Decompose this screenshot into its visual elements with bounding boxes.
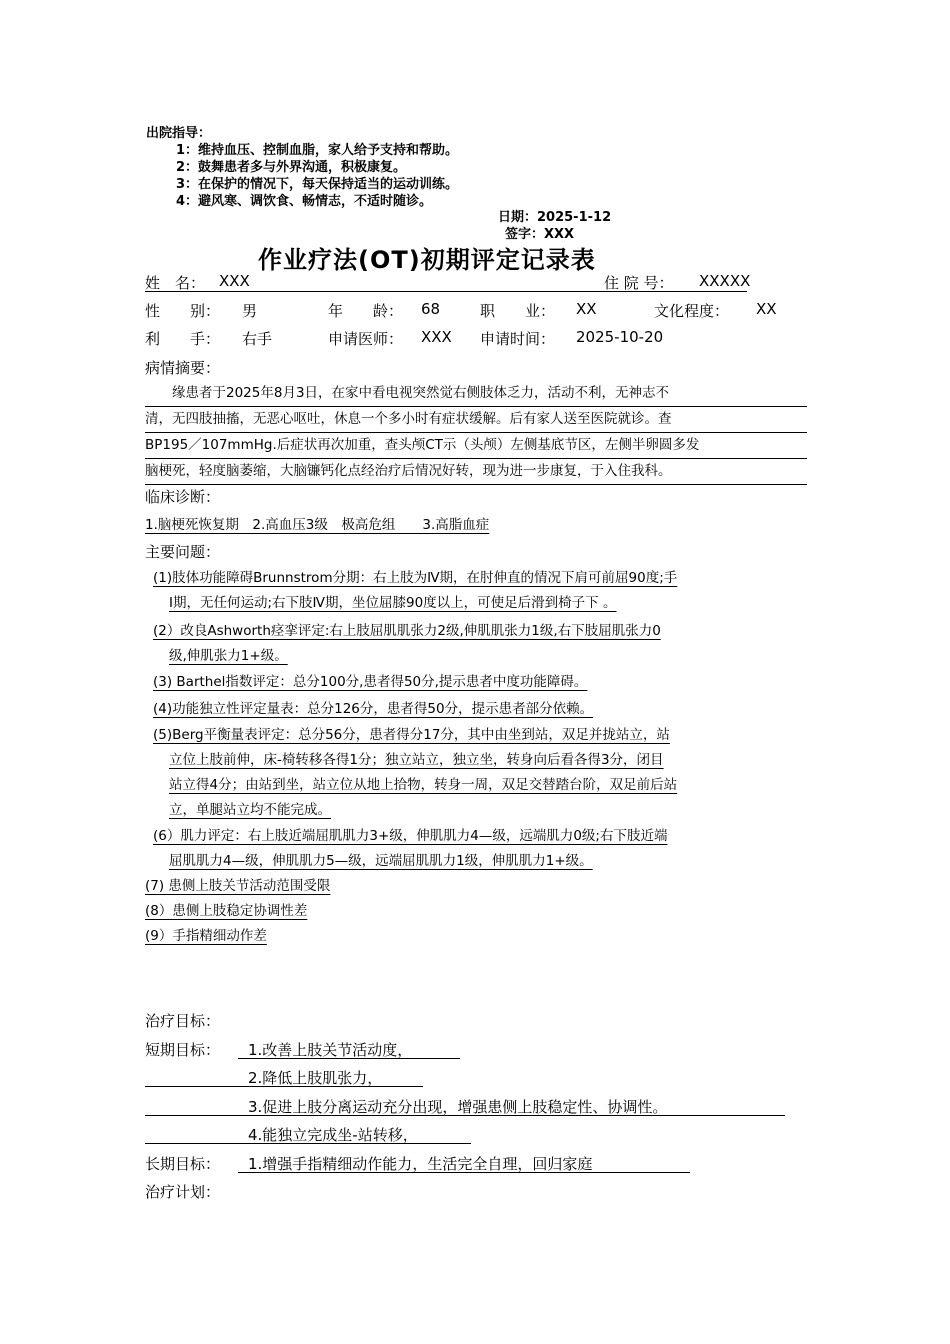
long-term-label: 长期目标： — [145, 1155, 221, 1173]
discharge-item: 1：维持血压、控制血脂，家人给予支持和帮助。 — [176, 143, 459, 158]
hand-value: 右手 — [242, 330, 273, 348]
problem-line: (8）患侧上肢稳定协调性差 — [145, 903, 308, 919]
problem-line: 立，单腿站立均不能完成。 — [169, 802, 331, 818]
problem-item — [153, 566, 677, 616]
request-time-label: 申请时间： — [480, 330, 556, 348]
problem-line: Ⅰ期，无任何运动;右下肢Ⅳ期，坐位屈膝90度以上，可使足后滑到椅子下 。 — [169, 595, 617, 611]
diagnosis-heading: 临床诊断： — [145, 488, 221, 506]
plan-heading: 治疗计划： — [145, 1183, 221, 1201]
discharge-date: 日期：2025-1-12 — [498, 210, 612, 225]
problem-item — [145, 874, 330, 899]
education-value: XX — [756, 300, 777, 318]
short-goal-item: 4.能独立完成坐-站转移， — [248, 1126, 418, 1144]
problem-item — [153, 697, 593, 722]
job-value: XX — [576, 300, 597, 318]
goal-underline — [238, 1058, 460, 1059]
doctor-value: XXX — [421, 328, 452, 346]
discharge-item: 4：避风寒、调饮食、畅情志，不适时随诊。 — [176, 194, 433, 209]
problem-line: 站立得4分；由站到坐，站立位从地上拾物，转身一周，双足交替踏台阶，双足前后站 — [169, 777, 678, 793]
summary-heading: 病情摘要： — [145, 359, 221, 377]
problem-line: (6）肌力评定：右上肢近端屈肌肌力3+级，伸肌肌力4—级，远端肌力0级;右下肢近端 — [153, 828, 668, 844]
admission-label: 住 院 号： — [604, 274, 674, 292]
short-goal-item: 1.改善上肢关节活动度， — [248, 1041, 413, 1059]
problems-heading: 主要问题： — [145, 543, 221, 561]
summary-line: BP195／107mmHg.后症状再次加重，查头颅CT示（头颅）左侧基底节区，左侧半卵圆多发 — [145, 433, 807, 459]
age-value: 68 — [421, 300, 441, 318]
goal-underline — [145, 1115, 785, 1116]
problem-item — [153, 723, 677, 823]
discharge-item: 2：鼓舞患者多与外界沟通，积极康复。 — [176, 160, 407, 175]
problem-item — [153, 670, 587, 695]
short-goal-item: 2.降低上肢肌张力， — [248, 1069, 383, 1087]
problem-line: 级,伸肌张力1+级。 — [169, 648, 288, 664]
discharge-heading: 出院指导： — [146, 126, 212, 141]
page-title: 作业疗法(OT)初期评定记录表 — [258, 246, 596, 274]
job-label: 职 业： — [480, 302, 556, 320]
name-label: 姓 名： — [145, 274, 206, 292]
summary-line: 脑梗死，轻度脑萎缩，大脑镰钙化点经治疗后情况好转，现为进一步康复，于入住我科。 — [145, 459, 807, 485]
short-goal-item: 3.促进上肢分离运动充分出现，增强患侧上肢稳定性、协调性。 — [248, 1098, 668, 1116]
problem-item — [153, 824, 667, 874]
problem-item — [145, 924, 267, 949]
request-time-value: 2025-10-20 — [576, 328, 664, 346]
problem-line: (4)功能独立性评定量表：总分126分，患者得50分，提示患者部分依赖。 — [153, 701, 594, 717]
long-goal-text: 1.增强手指精细动作能力，生活完全自理，回归家庭 — [248, 1155, 593, 1173]
discharge-item: 3：在保护的情况下，每天保持适当的运动训练。 — [176, 177, 459, 192]
problem-line: (1)肢体功能障碍Brunnstrom分期：右上肢为Ⅳ期，在肘伸直的情况下肩可前屈90度;手 — [153, 570, 678, 586]
problem-item — [153, 619, 661, 669]
diagnosis-text: 1.脑梗死恢复期 2.高血压3级 极高危组 3.高脂血症 — [145, 517, 490, 533]
education-label: 文化程度： — [654, 302, 730, 320]
short-term-label: 短期目标： — [145, 1041, 221, 1059]
problem-line: (5)Berg平衡量表评定：总分56分，患者得分17分，其中由坐到站，双足并拢站立，站 — [153, 727, 670, 743]
problem-line: 屈肌肌力4—级，伸肌肌力5—级，远端屈肌肌力1级，伸肌肌力1+级。 — [169, 853, 593, 869]
problem-line: (2）改良Ashworth痉挛评定:右上肢屈肌肌张力2级,伸肌肌张力1级,右下肢屈肌张力0 — [153, 623, 661, 639]
problem-line: (3) Barthel指数评定：总分100分,患者得50分,提示患者中度功能障碍。 — [153, 674, 588, 690]
summary-line: 清，无四肢抽搐，无恶心呕吐，休息一个多小时有症状缓解。后有家人送至医院就诊。查 — [145, 407, 807, 433]
problem-line: (9）手指精细动作差 — [145, 928, 267, 944]
problem-line: 立位上肢前伸，床-椅转移各得1分；独立站立，独立坐，转身向后看各得3分，闭目 — [169, 752, 664, 768]
goal-underline — [145, 1143, 471, 1144]
discharge-signature: 签字：XXX — [505, 227, 575, 242]
name-value: XXX — [219, 272, 250, 290]
doctor-label: 申请医师： — [328, 330, 404, 348]
gender-value: 男 — [242, 302, 258, 320]
goal-underline — [145, 1086, 423, 1087]
problem-line: (7) 患侧上肢关节活动范围受限 — [145, 878, 331, 894]
goal-underline — [238, 1172, 690, 1173]
gender-label: 性 别： — [145, 302, 221, 320]
age-label: 年 龄： — [328, 302, 404, 320]
summary-line: 缘患者于2025年8月3日，在家中看电视突然觉右侧肢体乏力，活动不利，无神志不 — [145, 381, 807, 407]
hand-label: 利 手： — [145, 330, 221, 348]
admission-value: XXXXX — [699, 272, 751, 290]
summary-paragraph — [145, 381, 807, 485]
goals-heading: 治疗目标： — [145, 1012, 221, 1030]
problem-item — [145, 899, 307, 924]
